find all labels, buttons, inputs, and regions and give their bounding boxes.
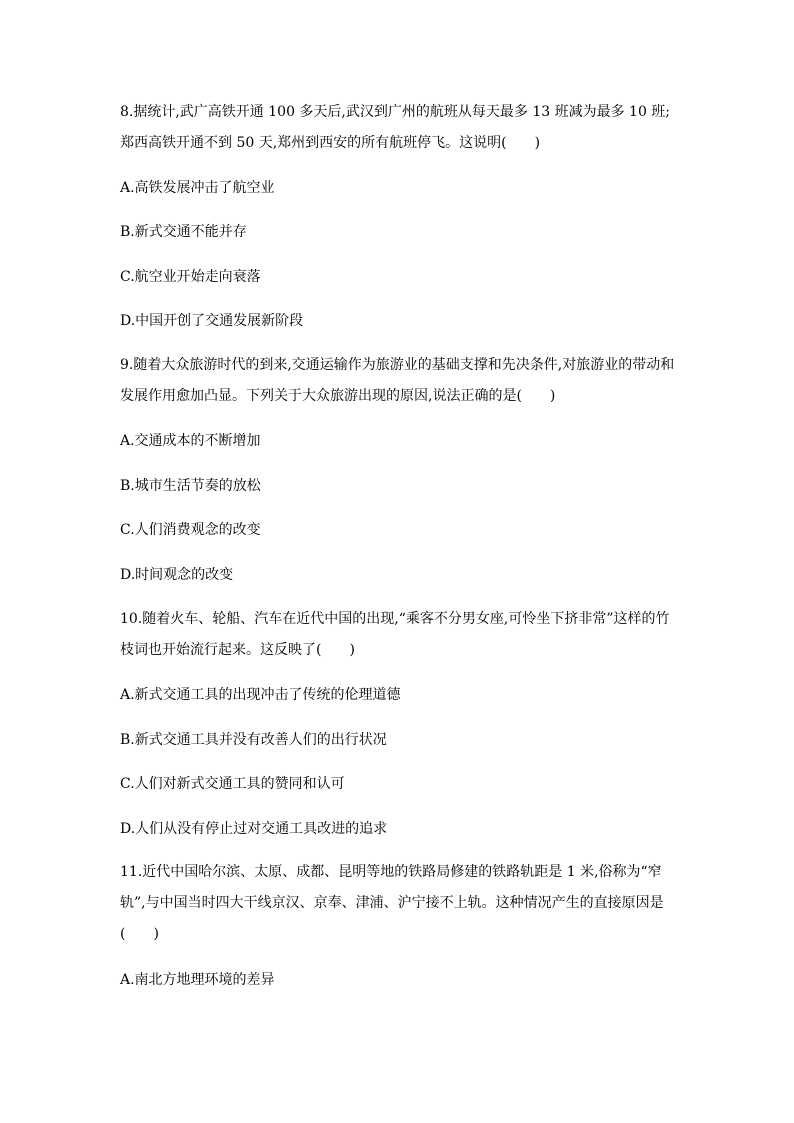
question-8-option-a: A.高铁发展冲击了航空业 <box>120 180 275 196</box>
question-11-option-a: A.南北方地理环境的差异 <box>120 972 275 988</box>
question-10-option-c: C.人们对新式交通工具的赞同和认可 <box>120 776 345 792</box>
question-11-stem: 11.近代中国哈尔滨、太原、成都、昆明等地的铁路局修建的铁路轨距是 1 米,俗称为“窄轨”,与中国当时四大干线京汉、京奉、津浦、沪宁接不上轨。这种情况产生的直接原因是( ) <box>120 864 664 942</box>
question-8-option-b: B.新式交通不能并存 <box>120 224 247 240</box>
question-8-option-d: D.中国开创了交通发展新阶段 <box>120 313 304 329</box>
question-9-stem: 9.随着大众旅游时代的到来,交通运输作为旅游业的基础支撑和先决条件,对旅游业的带动和发展作用愈加凸显。下列关于大众旅游出现的原因,说法正确的是( ) <box>120 357 675 404</box>
question-8-option-c: C.航空业开始走向衰落 <box>120 269 261 285</box>
question-10-option-d: D.人们从没有停止过对交通工具改进的追求 <box>120 821 388 837</box>
question-9-option-a: A.交通成本的不断增加 <box>120 433 261 449</box>
question-10-option-a: A.新式交通工具的出现冲击了传统的伦理道德 <box>120 687 401 703</box>
question-9-option-c: C.人们消费观念的改变 <box>120 522 261 538</box>
question-9-option-b: B.城市生活节奏的放松 <box>120 478 261 494</box>
question-10-option-b: B.新式交通工具并没有改善人们的出行状况 <box>120 732 387 748</box>
question-10-stem: 10.随着火车、轮船、汽车在近代中国的出现,“乘客不分男女座,可怜坐下挤非常”这样的竹枝词也开始流行起来。这反映了( ) <box>120 611 670 658</box>
question-8-stem: 8.据统计,武广高铁开通 100 多天后,武汉到广州的航班从每天最多 13 班减为最多 10 班;郑西高铁开通不到 50 天,郑州到西安的所有航班停飞。这说明( ) <box>120 104 671 151</box>
question-9-option-d: D.时间观念的改变 <box>120 567 234 583</box>
